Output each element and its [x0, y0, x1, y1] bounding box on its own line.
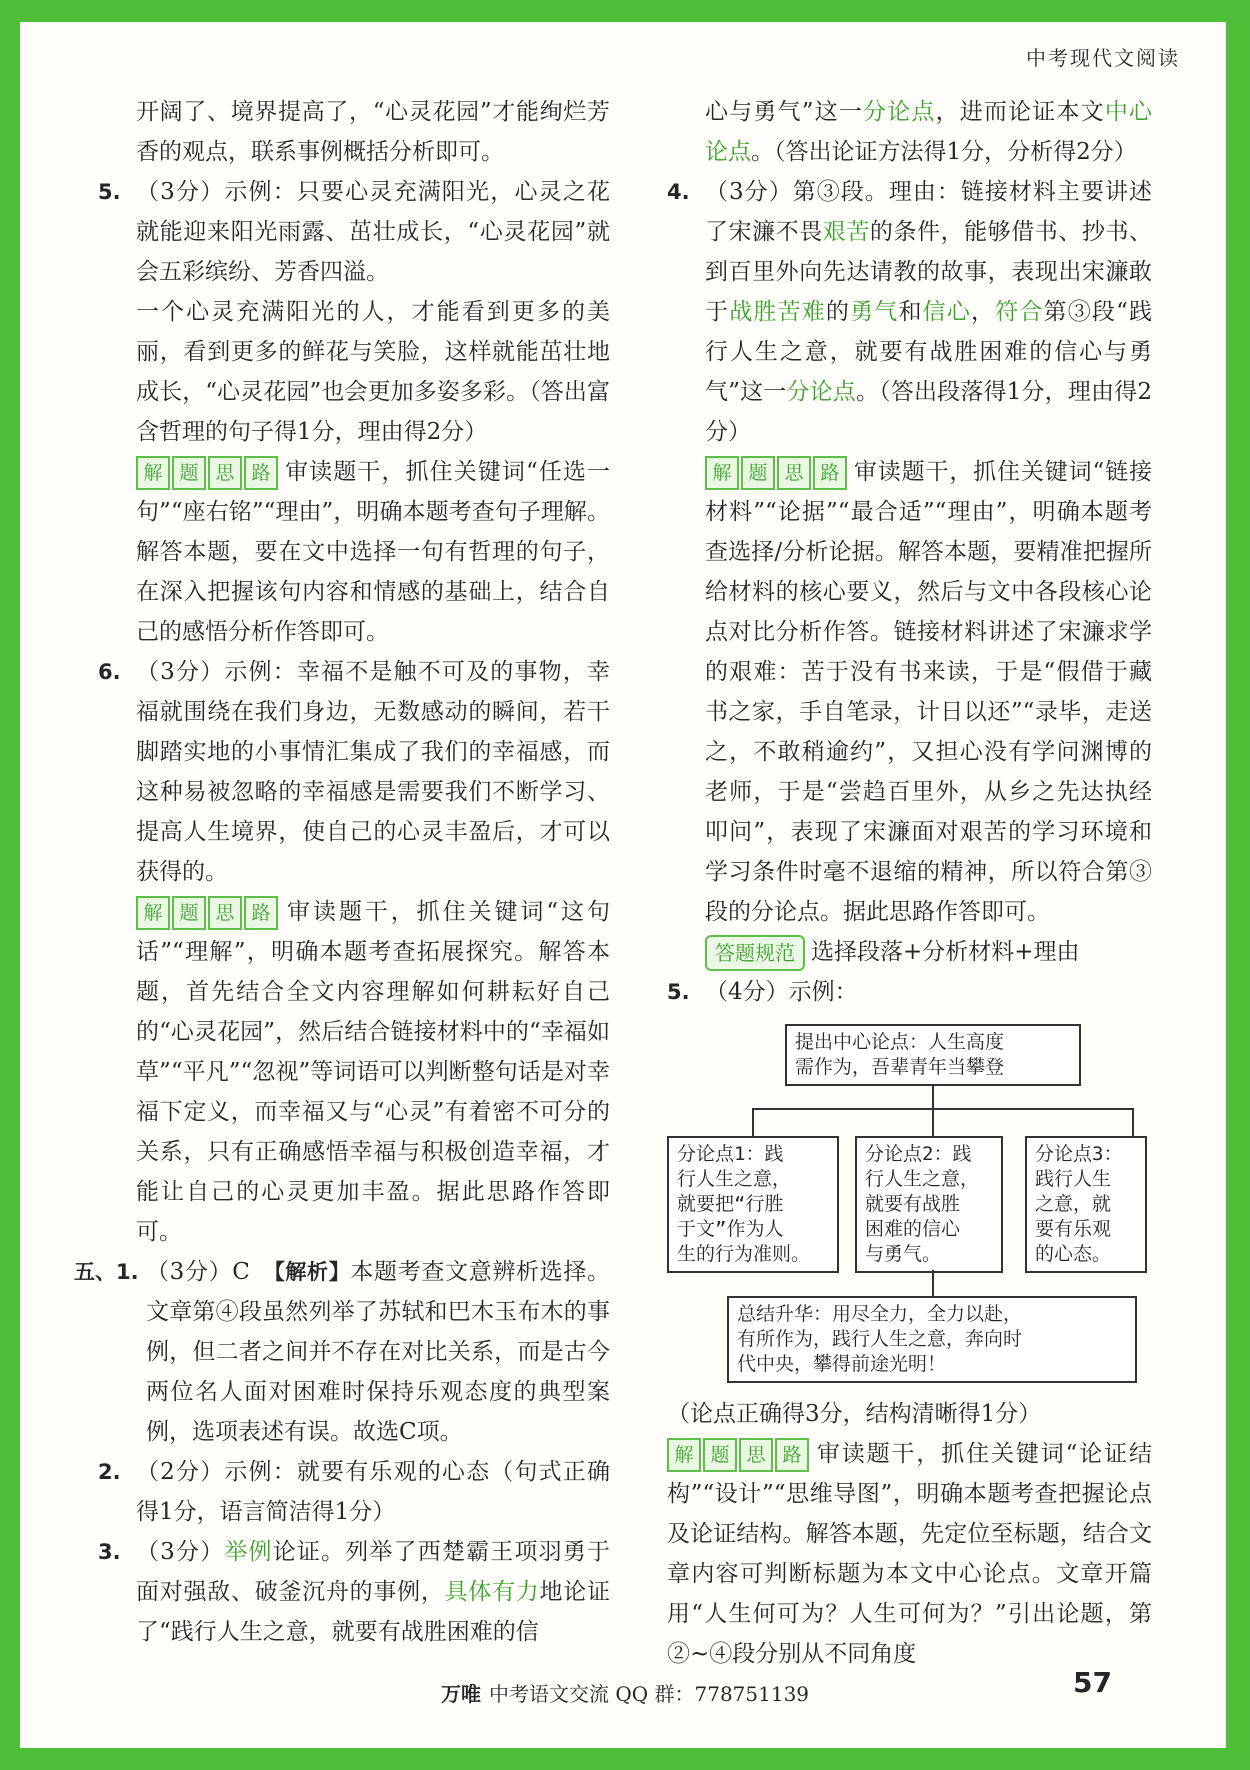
- keyword-highlight: 举例: [224, 1539, 273, 1565]
- connector-line: [1132, 1108, 1134, 1136]
- connector-line: [932, 1084, 934, 1108]
- analysis-text: 审读题干，抓住关键词“论证结构”“设计”“思维导图”，明确本题考查把握论点及论证结构。解答本题，先定位至标题，结合文章内容可判断标题为本文中心论点。文章开篇用“人生何可为？人生可何为？”引出论题，第②~④段分别从不同角度: [667, 1441, 1152, 1667]
- sub-thesis-2-box: 分论点2：践 行人生之意， 就要有战胜 困难的信心 与勇气。: [855, 1136, 1003, 1273]
- answer-text-2: 一个心灵充满阳光的人，才能看到更多的美丽，看到更多的鲜花与笑脸，这样就能茁壮地成长，“心灵花园”也会更加多姿多彩。（答出富含哲理的句子得1分，理由得2分）: [136, 299, 610, 445]
- section5-answer-3: [98, 1532, 610, 1652]
- question-number: 5.: [98, 180, 121, 204]
- right-column: [667, 92, 1152, 1674]
- section5-answer-1: [74, 1252, 610, 1452]
- footer: [0, 1678, 1250, 1707]
- analysis-label: 【解析】: [274, 1260, 351, 1284]
- answer-text: （4分）示例：: [705, 979, 858, 1005]
- answer-6: [98, 652, 610, 892]
- answer-text: 地论证了“践行人生之意，就要有战胜困难的信: [136, 1579, 611, 1645]
- analysis-text: 审读题干，抓住关键词“这句话”“理解”，明确本题考查拓展探究。解答本题，首先结合全文内容理解如何耕耘好自己的“心灵花园”，然后结合链接材料中的“幸福如草”“平凡”“忽视”等词语可以判断整句话是对幸福下定义，而幸福又与“心灵”有着密不可分的关系，只有正确感悟幸福与积极创造幸福，才能让自己的心灵更加丰盈。据此思路作答即可。: [136, 899, 610, 1245]
- central-thesis-box: 提出中心论点：人生高度 需作为，吾辈青年当攀登: [785, 1024, 1081, 1086]
- keyword-highlight: 分论点: [863, 99, 936, 125]
- footer-text: 中考语文交流 QQ 群：778751139: [488, 1682, 810, 1706]
- score-note: （论点正确得3分，结构清晰得1分）: [667, 1401, 1042, 1427]
- keyword-highlight: 艰苦: [822, 219, 870, 245]
- answer-text: （3分）示例：只要心灵充满阳光，心灵之花就能迎来阳光雨露、茁壮成长，“心灵花园”就会五彩缤纷、芳香四溢。: [136, 179, 610, 285]
- answer-text: （3分）: [136, 1539, 225, 1565]
- analysis-text: 审读题干，抓住关键词“链接材料”“论据”“最合适”“理由”，明确本题考查选择/分析论据。解答本题，要精准把握所给材料的核心要义，然后与文中各段核心论点对比分析作答。链接材料讲述了宋濂求学的艰难：苦于没有书来读，于是“假借于藏书之家，手自笔录，计日以还”“录毕，走送之，不敢稍逾约”，又担心没有学问渊博的老师，于是“尝趋百里外，从乡之先达执经叩问”，表现了宋濂面对艰苦的学习环境和学习条件时毫不退缩的精神，所以符合第③段的分论点。据此思路作答即可。: [705, 459, 1152, 925]
- question-number: 6.: [98, 660, 121, 684]
- question-number: 4.: [667, 180, 690, 204]
- answer-5: [98, 172, 610, 292]
- jieti-silu-tag: 解 题 思 路: [136, 456, 278, 490]
- connector-line: [752, 1108, 1132, 1110]
- question-number: 3.: [98, 1540, 121, 1564]
- sub-thesis-1-box: 分论点1：践 行人生之意， 就要把“行胜 于文”作为人 生的行为准则。: [667, 1136, 839, 1273]
- jieti-silu-tag: 解 题 思 路: [705, 456, 847, 490]
- question-number: 5.: [667, 980, 690, 1004]
- sub-thesis-3-box: 分论点3： 践行人生 之意，就 要有乐观 的心态。: [1025, 1136, 1147, 1273]
- keyword-highlight: 中心论点: [705, 99, 1153, 165]
- answer-text: （2分）示例：就要有乐观的心态（句式正确得1分，语言简洁得1分）: [136, 1459, 610, 1525]
- conclusion-box: 总结升华：用尽全力，全力以赴， 有所作为，践行人生之意，奔向时 代中央，攀得前途光明！: [727, 1296, 1137, 1383]
- answer-text: （3分）示例：幸福不是触不可及的事物，幸福就围绕在我们身边，无数感动的瞬间，若干脚踏实地的小事情汇集成了我们的幸福感，而这种易被忽略的幸福感是需要我们不断学习、提高人生境界，使自己的心灵丰盈后，才可以获得的。: [136, 659, 610, 885]
- keyword-highlight: 勇气: [850, 299, 899, 325]
- keyword-highlight: 具体有力: [444, 1579, 540, 1605]
- connector-line: [932, 1270, 934, 1296]
- answer-rule: [667, 932, 1152, 972]
- brand-logo: 万唯: [440, 1682, 481, 1706]
- jieti-silu-tag: 解 题 思 路: [136, 896, 278, 930]
- page-number: 57: [1073, 1666, 1112, 1699]
- section5-answer-2: [98, 1452, 610, 1532]
- analysis-paragraph: [667, 452, 1152, 932]
- connector-line: [932, 1108, 934, 1136]
- mind-map-diagram: [667, 1020, 1152, 1390]
- keyword-highlight: 战胜苦难: [729, 299, 826, 325]
- left-column: [74, 92, 611, 1652]
- connector-line: [752, 1108, 754, 1136]
- keyword-highlight: 符合: [995, 299, 1044, 325]
- analysis-text: 审读题干，抓住关键词“任选一句”“座右铭”“理由”，明确本题考查句子理解。解答本题，要在文中选择一句有哲理的句子，在深入把握该句内容和情感的基础上，结合自己的感悟分析作答即可。: [136, 459, 610, 645]
- analysis-paragraph: [98, 452, 610, 652]
- answer-5: [667, 972, 1152, 1012]
- analysis-paragraph: [667, 1434, 1152, 1674]
- answer-choice: （3分）C: [146, 1259, 275, 1285]
- keyword-highlight: 分论点: [786, 379, 856, 405]
- rule-text: 选择段落+分析材料+理由: [811, 939, 1080, 965]
- question-number: 五、1.: [74, 1260, 139, 1284]
- dati-guifan-tag: 答题规范: [705, 935, 805, 971]
- answer-text: 论证。列举了西楚霸王项羽勇于面对强敌、破釜沉舟的事例，: [136, 1539, 611, 1605]
- answer-4: 4. （3分）第③段。理由：链接材料主要讲述了宋濂不畏艰苦的条件，能够借书、抄书、到百里外向先达请教的故事，表现出宋濂敢于战胜苦难的勇气和信心，符合第③段“践行人生之意，就要有战胜困难的信心与勇气”这一分论点。（答出段落得1分，理由得2分）: [667, 172, 1152, 452]
- analysis-paragraph: [98, 892, 610, 1252]
- jieti-silu-tag: 解 题 思 路: [667, 1438, 809, 1472]
- keyword-highlight: 信心: [922, 299, 971, 325]
- continued-answer: 开阔了、境界提高了，“心灵花园”才能绚烂芳香的观点，联系事例概括分析即可。: [136, 99, 610, 165]
- running-header: 中考现代文阅读: [1026, 46, 1180, 70]
- analysis-text: 本题考查文意辨析选择。文章第④段虽然列举了苏轼和巴木玉布木的事例，但二者之间并不存在对比关系，而是古今两位名人面对困难时保持乐观态度的典型案例，选项表述有误。故选C项。: [146, 1259, 611, 1445]
- continued-answer: 心与勇气”这一分论点，进而论证本文中心论点。（答出论证方法得1分，分析得2分）: [705, 99, 1153, 165]
- question-number: 2.: [98, 1460, 121, 1484]
